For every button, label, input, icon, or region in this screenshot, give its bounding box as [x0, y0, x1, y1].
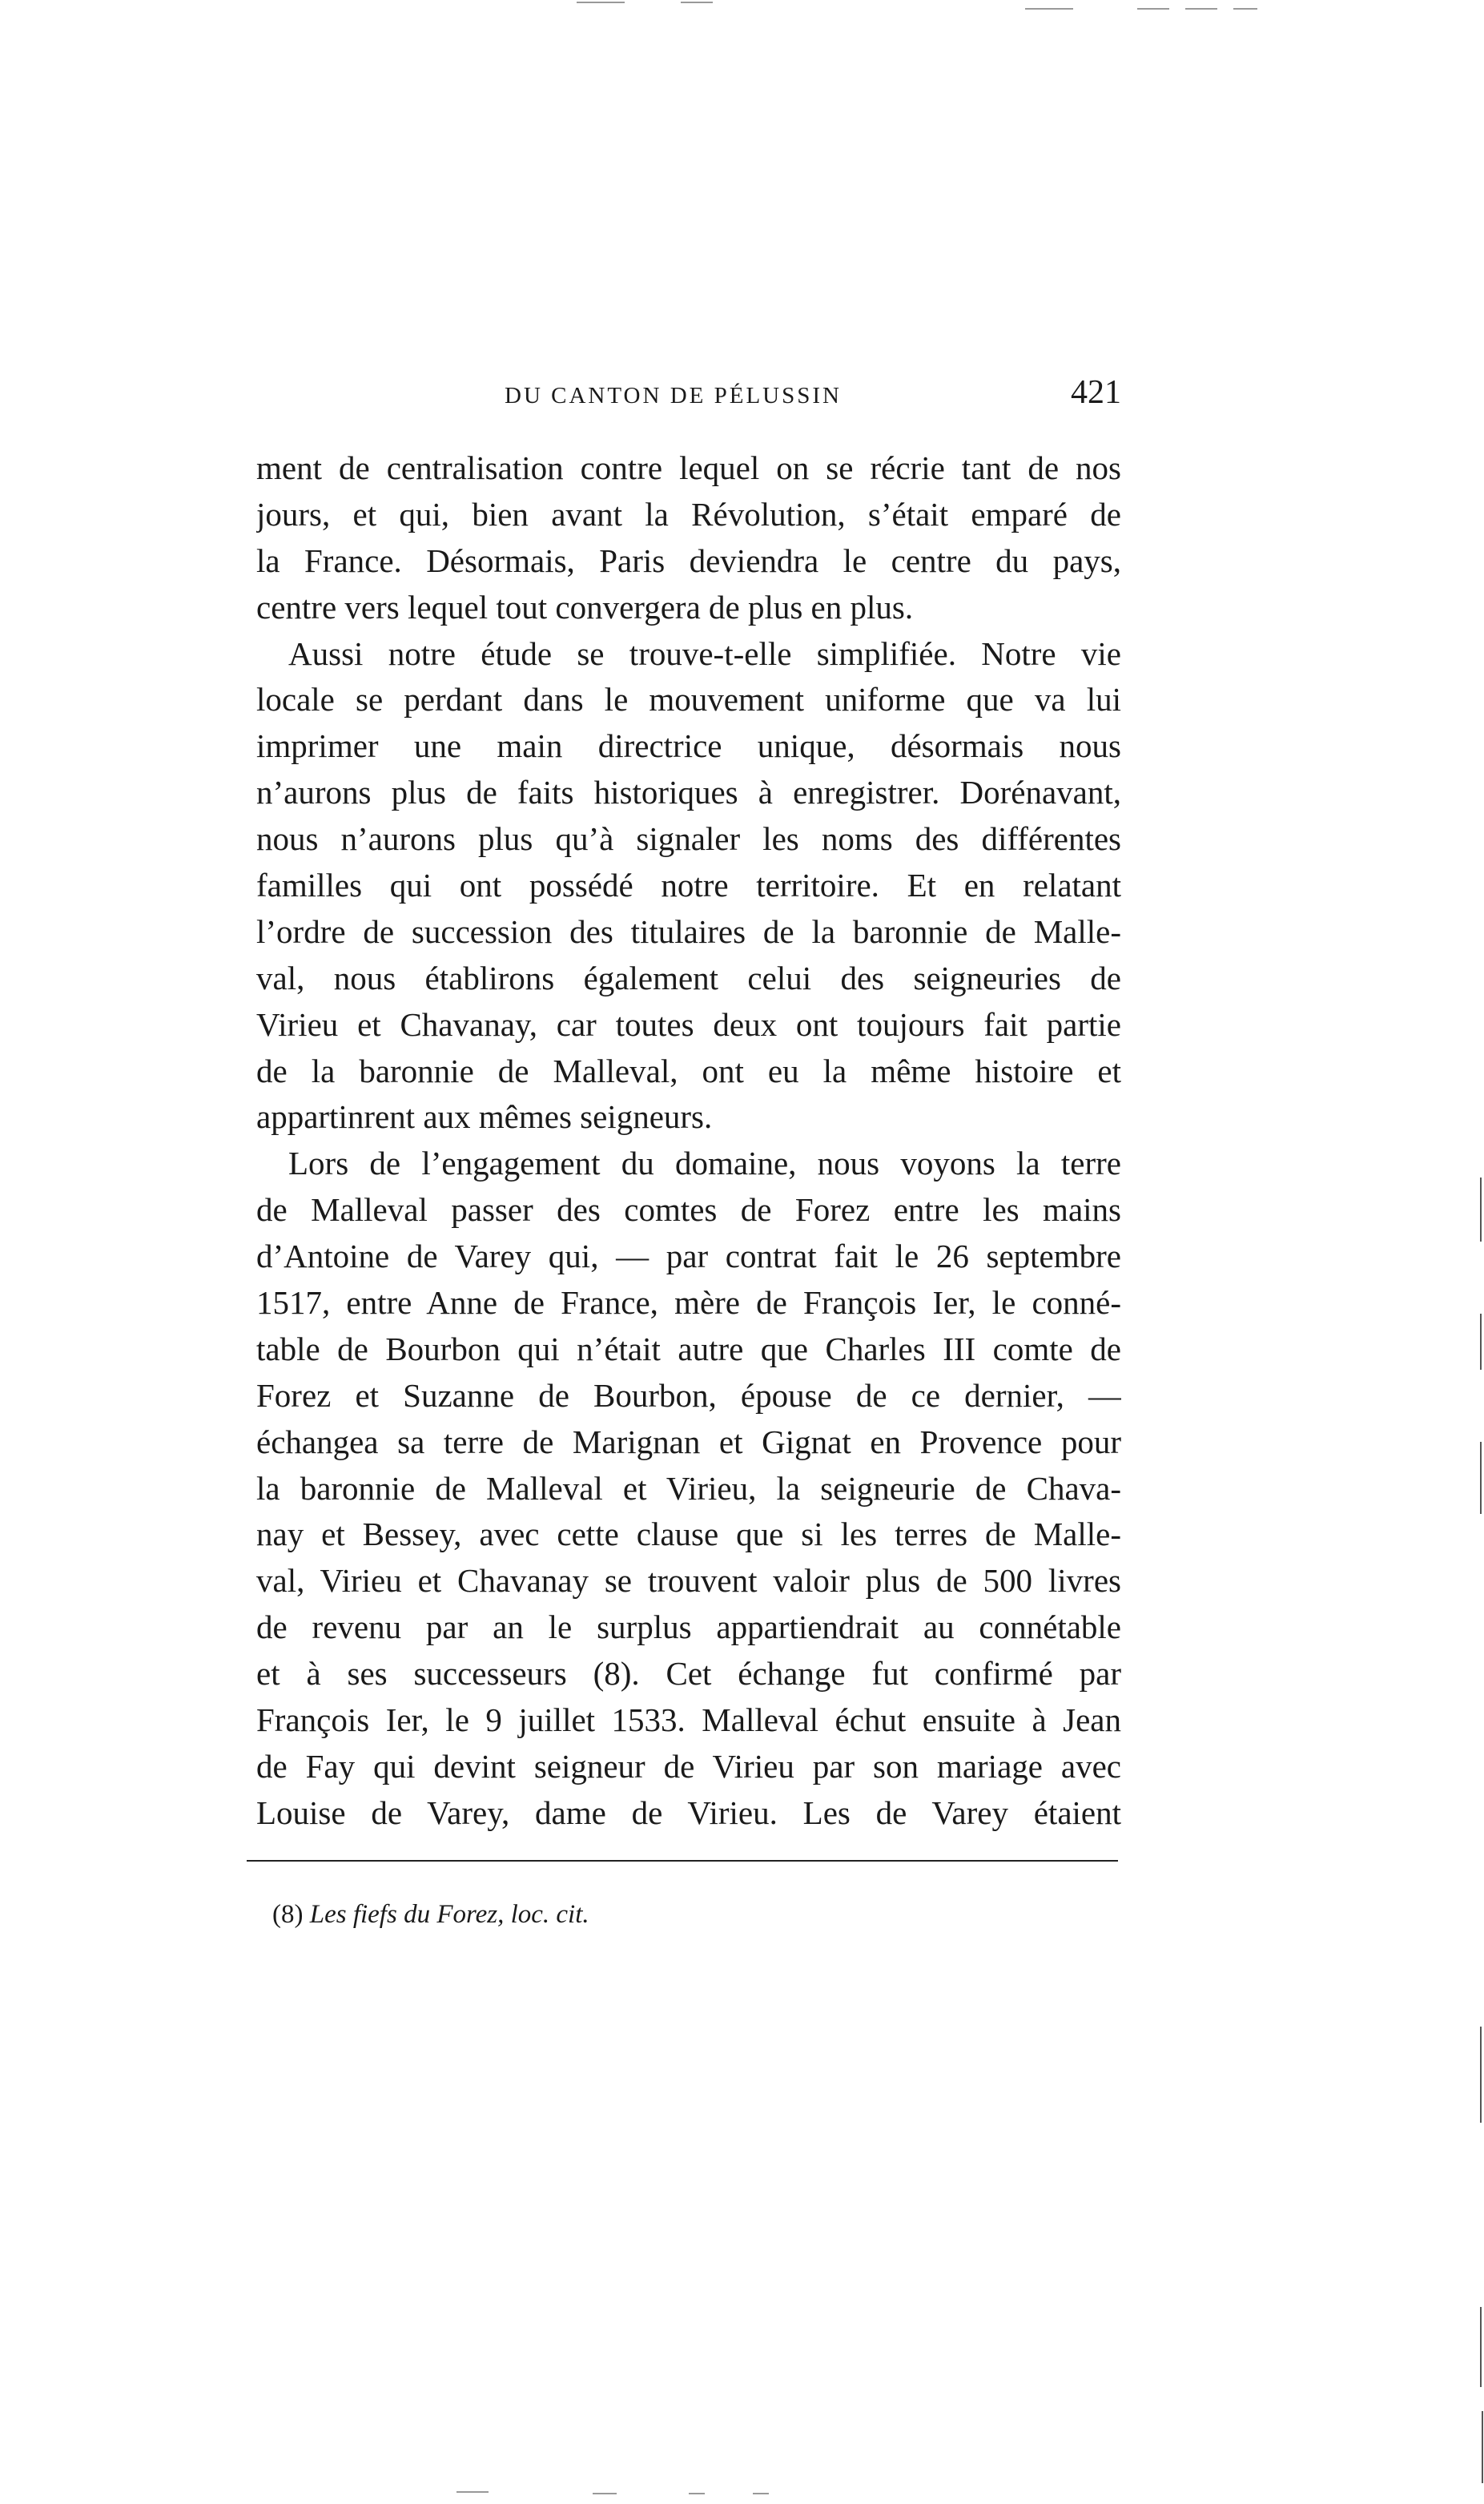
- text-line: Louise de Varey, dame de Virieu. Les de Varey étaient: [256, 1793, 1121, 1831]
- text-line: n’aurons plus de faits historiques à enregistrer. Dorénavant,: [256, 774, 1121, 811]
- scan-margin-mark: [1480, 1442, 1482, 1514]
- text-line: de Malleval passer des comtes de Forez entre les mains: [256, 1191, 1121, 1229]
- text-line: échangea sa terre de Marignan et Gignat en Provence pour: [256, 1423, 1121, 1460]
- running-head: [256, 373, 1121, 429]
- text-line: François Ier, le 9 juillet 1533. Malleval échut ensuite à Jean: [256, 1701, 1121, 1739]
- text-line: nay et Bessey, avec cette clause que si les terres de Malle-: [256, 1516, 1121, 1553]
- scan-bottom-dash: [456, 2491, 489, 2493]
- text-line: de Fay qui devint seigneur de Virieu par son mariage avec: [256, 1747, 1121, 1785]
- text-line: Virieu et Chavanay, car toutes deux ont toujours fait partie: [256, 1005, 1121, 1043]
- scan-margin-mark: [1480, 2307, 1482, 2387]
- footnote: [272, 1900, 589, 1930]
- text-line: de la baronnie de Malleval, ont eu la même histoire et: [256, 1052, 1121, 1089]
- footnote-text: Les fiefs du Forez, loc. cit.: [309, 1900, 589, 1929]
- text-line: Forez et Suzanne de Bourbon, épouse de ce dernier, —: [256, 1376, 1121, 1414]
- scan-top-dash: [1137, 8, 1169, 10]
- text-line: Aussi notre étude se trouve-t-elle simplifiée. Notre vie: [288, 634, 1121, 672]
- text-line: d’Antoine de Varey qui, — par contrat fait le 26 septembre: [256, 1238, 1121, 1275]
- text-line: de revenu par an le surplus appartiendrait au connétable: [256, 1608, 1121, 1646]
- running-title: DU CANTON DE PÉLUSSIN: [505, 383, 842, 409]
- text-line: la France. Désormais, Paris deviendra le centre du pays,: [256, 541, 1121, 579]
- text-line: centre vers lequel tout convergera de plus en plus.: [256, 588, 914, 626]
- scan-top-dash: [577, 2, 625, 3]
- text-line: Lors de l’engagement du domaine, nous voyons la terre: [288, 1145, 1121, 1182]
- text-line: imprimer une main directrice unique, désormais nous: [256, 727, 1121, 765]
- page-number: 421: [1071, 374, 1121, 411]
- text-line: nous n’aurons plus qu’à signaler les noms des différentes: [256, 820, 1121, 858]
- scan-top-dash: [1233, 8, 1257, 10]
- scan-margin-mark: [1480, 2027, 1482, 2123]
- scan-bottom-dash: [689, 2493, 705, 2494]
- footnote-rule: [247, 1860, 1118, 1862]
- scan-margin-mark: [1480, 1178, 1482, 1242]
- text-line: ment de centralisation contre lequel on se récrie tant de nos: [256, 449, 1121, 486]
- scan-top-dash: [1185, 8, 1217, 10]
- text-line: locale se perdant dans le mouvement uniforme que va lui: [256, 681, 1121, 719]
- scan-top-dash: [1025, 8, 1073, 10]
- text-line: val, nous établirons également celui des seigneuries de: [256, 959, 1121, 996]
- text-line: l’ordre de succession des titulaires de la baronnie de Malle-: [256, 912, 1121, 950]
- scan-margin-mark: [1482, 2411, 1483, 2483]
- text-line: jours, et qui, bien avant la Révolution, s’était emparé de: [256, 495, 1121, 533]
- scan-top-dash: [681, 2, 713, 3]
- scan-bottom-dash: [753, 2493, 769, 2494]
- text-line: et à ses successeurs (8). Cet échange fut confirmé par: [256, 1655, 1121, 1693]
- text-line: la baronnie de Malleval et Virieu, la seigneurie de Chava-: [256, 1469, 1121, 1507]
- text-line: val, Virieu et Chavanay se trouvent valoir plus de 500 livres: [256, 1562, 1121, 1600]
- text-line: familles qui ont possédé notre territoire. Et en relatant: [256, 867, 1121, 904]
- text-line: 1517, entre Anne de France, mère de François Ier, le conné-: [256, 1284, 1121, 1322]
- text-line: appartinrent aux mêmes seigneurs.: [256, 1098, 713, 1136]
- body-text: [256, 445, 1121, 1837]
- scan-bottom-dash: [593, 2493, 617, 2494]
- footnote-marker: (8): [272, 1900, 304, 1929]
- text-line: table de Bourbon qui n’était autre que Charles III comte de: [256, 1330, 1121, 1367]
- scan-margin-mark: [1480, 1314, 1482, 1370]
